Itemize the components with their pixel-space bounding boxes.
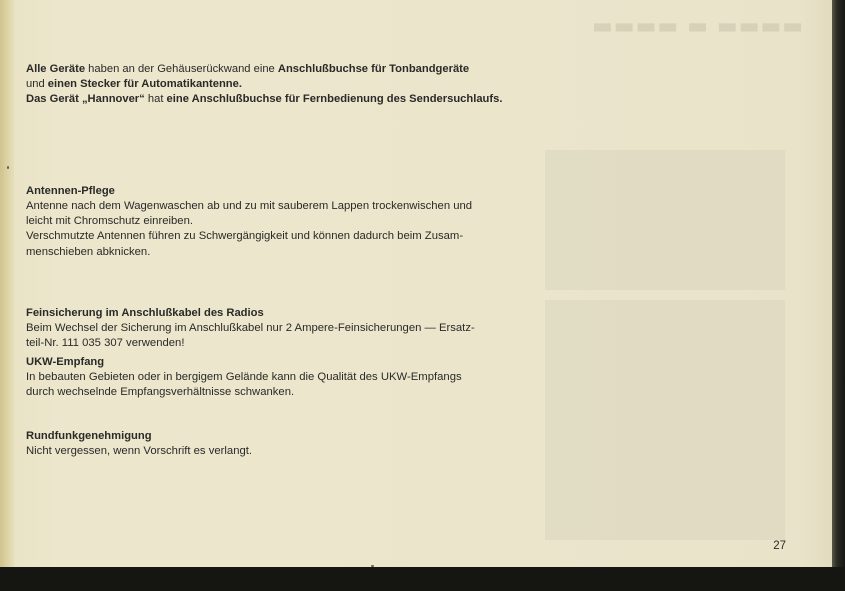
antenna-care-line: Antenne nach dem Wagenwaschen ab und zu mit sauberem Lappen trockenwischen und bbox=[26, 200, 473, 212]
license-section bbox=[26, 429, 524, 459]
antenna-care-line: leicht mit Chromschutz einreiben. bbox=[26, 215, 194, 228]
antenna-care-line: Verschmutzte Antennen führen zu Schwergängigkeit und können dadurch beim Zusam- bbox=[26, 230, 464, 243]
page-number: 27 bbox=[773, 540, 786, 552]
bleed-through-box bbox=[545, 300, 785, 540]
intro-line-3: Das Gerät „Hannover“ hat eine Anschlußbuchse für Fernbedienung des Sendersuchlaufs. bbox=[26, 93, 503, 106]
intro-line-1: Alle Geräte haben an der Gehäuserückwand eine Anschlußbuchse für Tonbandgeräte bbox=[26, 63, 470, 75]
antenna-care-heading: Antennen-Pflege bbox=[26, 185, 115, 197]
page-binding-edge bbox=[0, 0, 14, 567]
ukw-heading: UKW-Empfang bbox=[26, 356, 105, 368]
fuse-line: Beim Wechsel der Sicherung im Anschlußkabel nur 2 Ampere-Feinsicherungen — Ersatz- bbox=[26, 322, 475, 334]
fuse-line: teil-Nr. 111 035 307 verwenden! bbox=[26, 337, 185, 350]
ukw-line: In bebauten Gebieten oder in bergigem Gelände kann die Qualität des UKW-Empfangs bbox=[26, 371, 462, 383]
license-heading: Rundfunkgenehmigung bbox=[26, 430, 152, 442]
fuse-section bbox=[26, 306, 524, 351]
intro-line-2: und einen Stecker für Automatikantenne. bbox=[26, 78, 242, 91]
license-line: Nicht vergessen, wenn Vorschrift es verlangt. bbox=[26, 445, 253, 457]
antenna-care-line: menschieben abknicken. bbox=[26, 245, 151, 258]
bleed-through-box bbox=[545, 150, 785, 290]
paper-speck bbox=[7, 166, 9, 169]
intro-paragraph bbox=[26, 62, 524, 108]
page-bottom-shadow bbox=[0, 567, 845, 591]
ukw-line: durch wechselnde Empfangsverhältnisse schwanken. bbox=[26, 386, 295, 399]
bleed-through-shadow: ▬▬▬▬ ▬ ▬▬▬▬ bbox=[592, 14, 805, 39]
ukw-section bbox=[26, 355, 524, 400]
fuse-heading: Feinsicherung im Anschlußkabel des Radios bbox=[26, 307, 264, 319]
page-right-shadow bbox=[832, 0, 845, 591]
antenna-care-section bbox=[26, 184, 524, 260]
